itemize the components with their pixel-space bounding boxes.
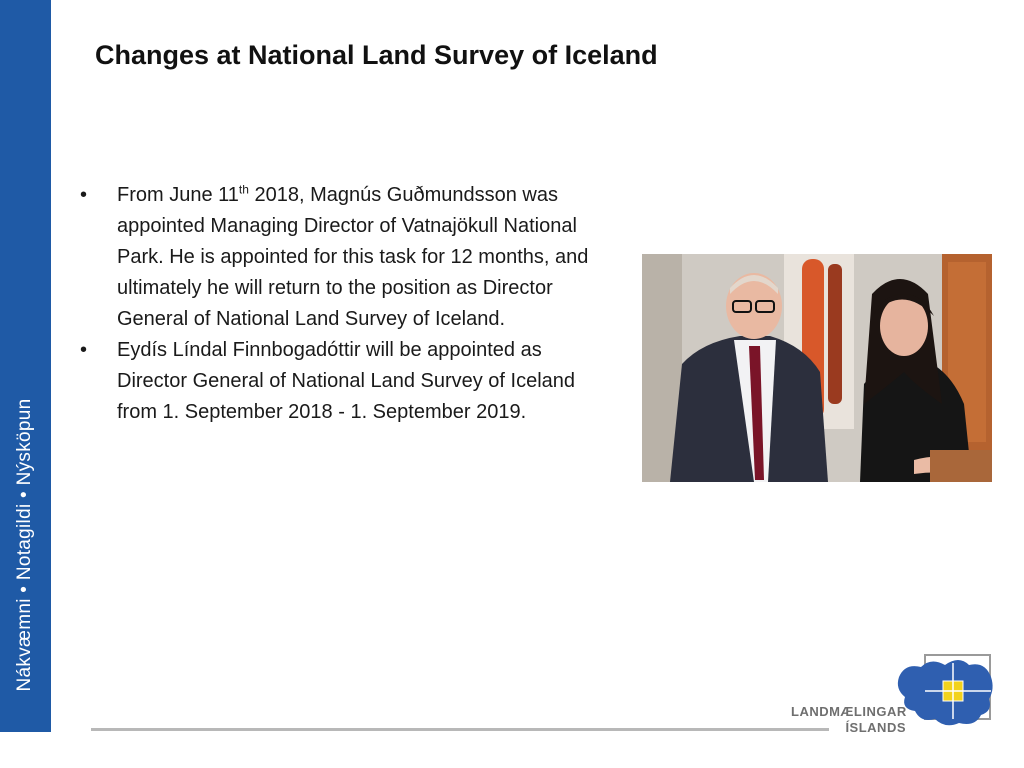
- bullet-text-superscript: th: [238, 182, 249, 197]
- bullet-marker: •: [80, 184, 88, 206]
- sidebar-tagline: Nákvæmni • Notagildi • Nýsköpun: [14, 398, 35, 692]
- portrait-photo-illustration: [642, 254, 992, 482]
- bullet-list: [76, 180, 596, 428]
- logo-wordmark: [791, 704, 906, 736]
- logo-line-2: ÍSLANDS: [845, 720, 906, 735]
- slide-title: Changes at National Land Survey of Iceland: [95, 40, 658, 70]
- bullet-item: [76, 180, 596, 335]
- footer-divider: [91, 728, 829, 731]
- photo-desk: [930, 450, 992, 482]
- sidebar-tagline-container: [0, 0, 51, 732]
- bullet-text: Eydís Líndal Finnbogadóttir will be appointed as Director General of National Land Survey of Iceland from 1. September 2018 - 1. September 2019.: [117, 339, 576, 423]
- logo-line-1: LANDMÆLINGAR: [791, 704, 907, 719]
- photo-painting-stroke: [828, 264, 842, 404]
- portrait-photo: [642, 254, 992, 482]
- bullet-item: [76, 335, 596, 428]
- bullet-text-rest: 2018, Magnús Guðmundsson was appointed Managing Director of Vatnajökull National Park. He is appointed for this task for 12 months, and ultimately he will return to the position as Director General of National Land Survey of Iceland.: [117, 184, 589, 330]
- iceland-map-logo-icon: [895, 653, 995, 731]
- bullet-text-start: From June 11: [117, 184, 239, 206]
- bullet-marker: •: [80, 339, 88, 361]
